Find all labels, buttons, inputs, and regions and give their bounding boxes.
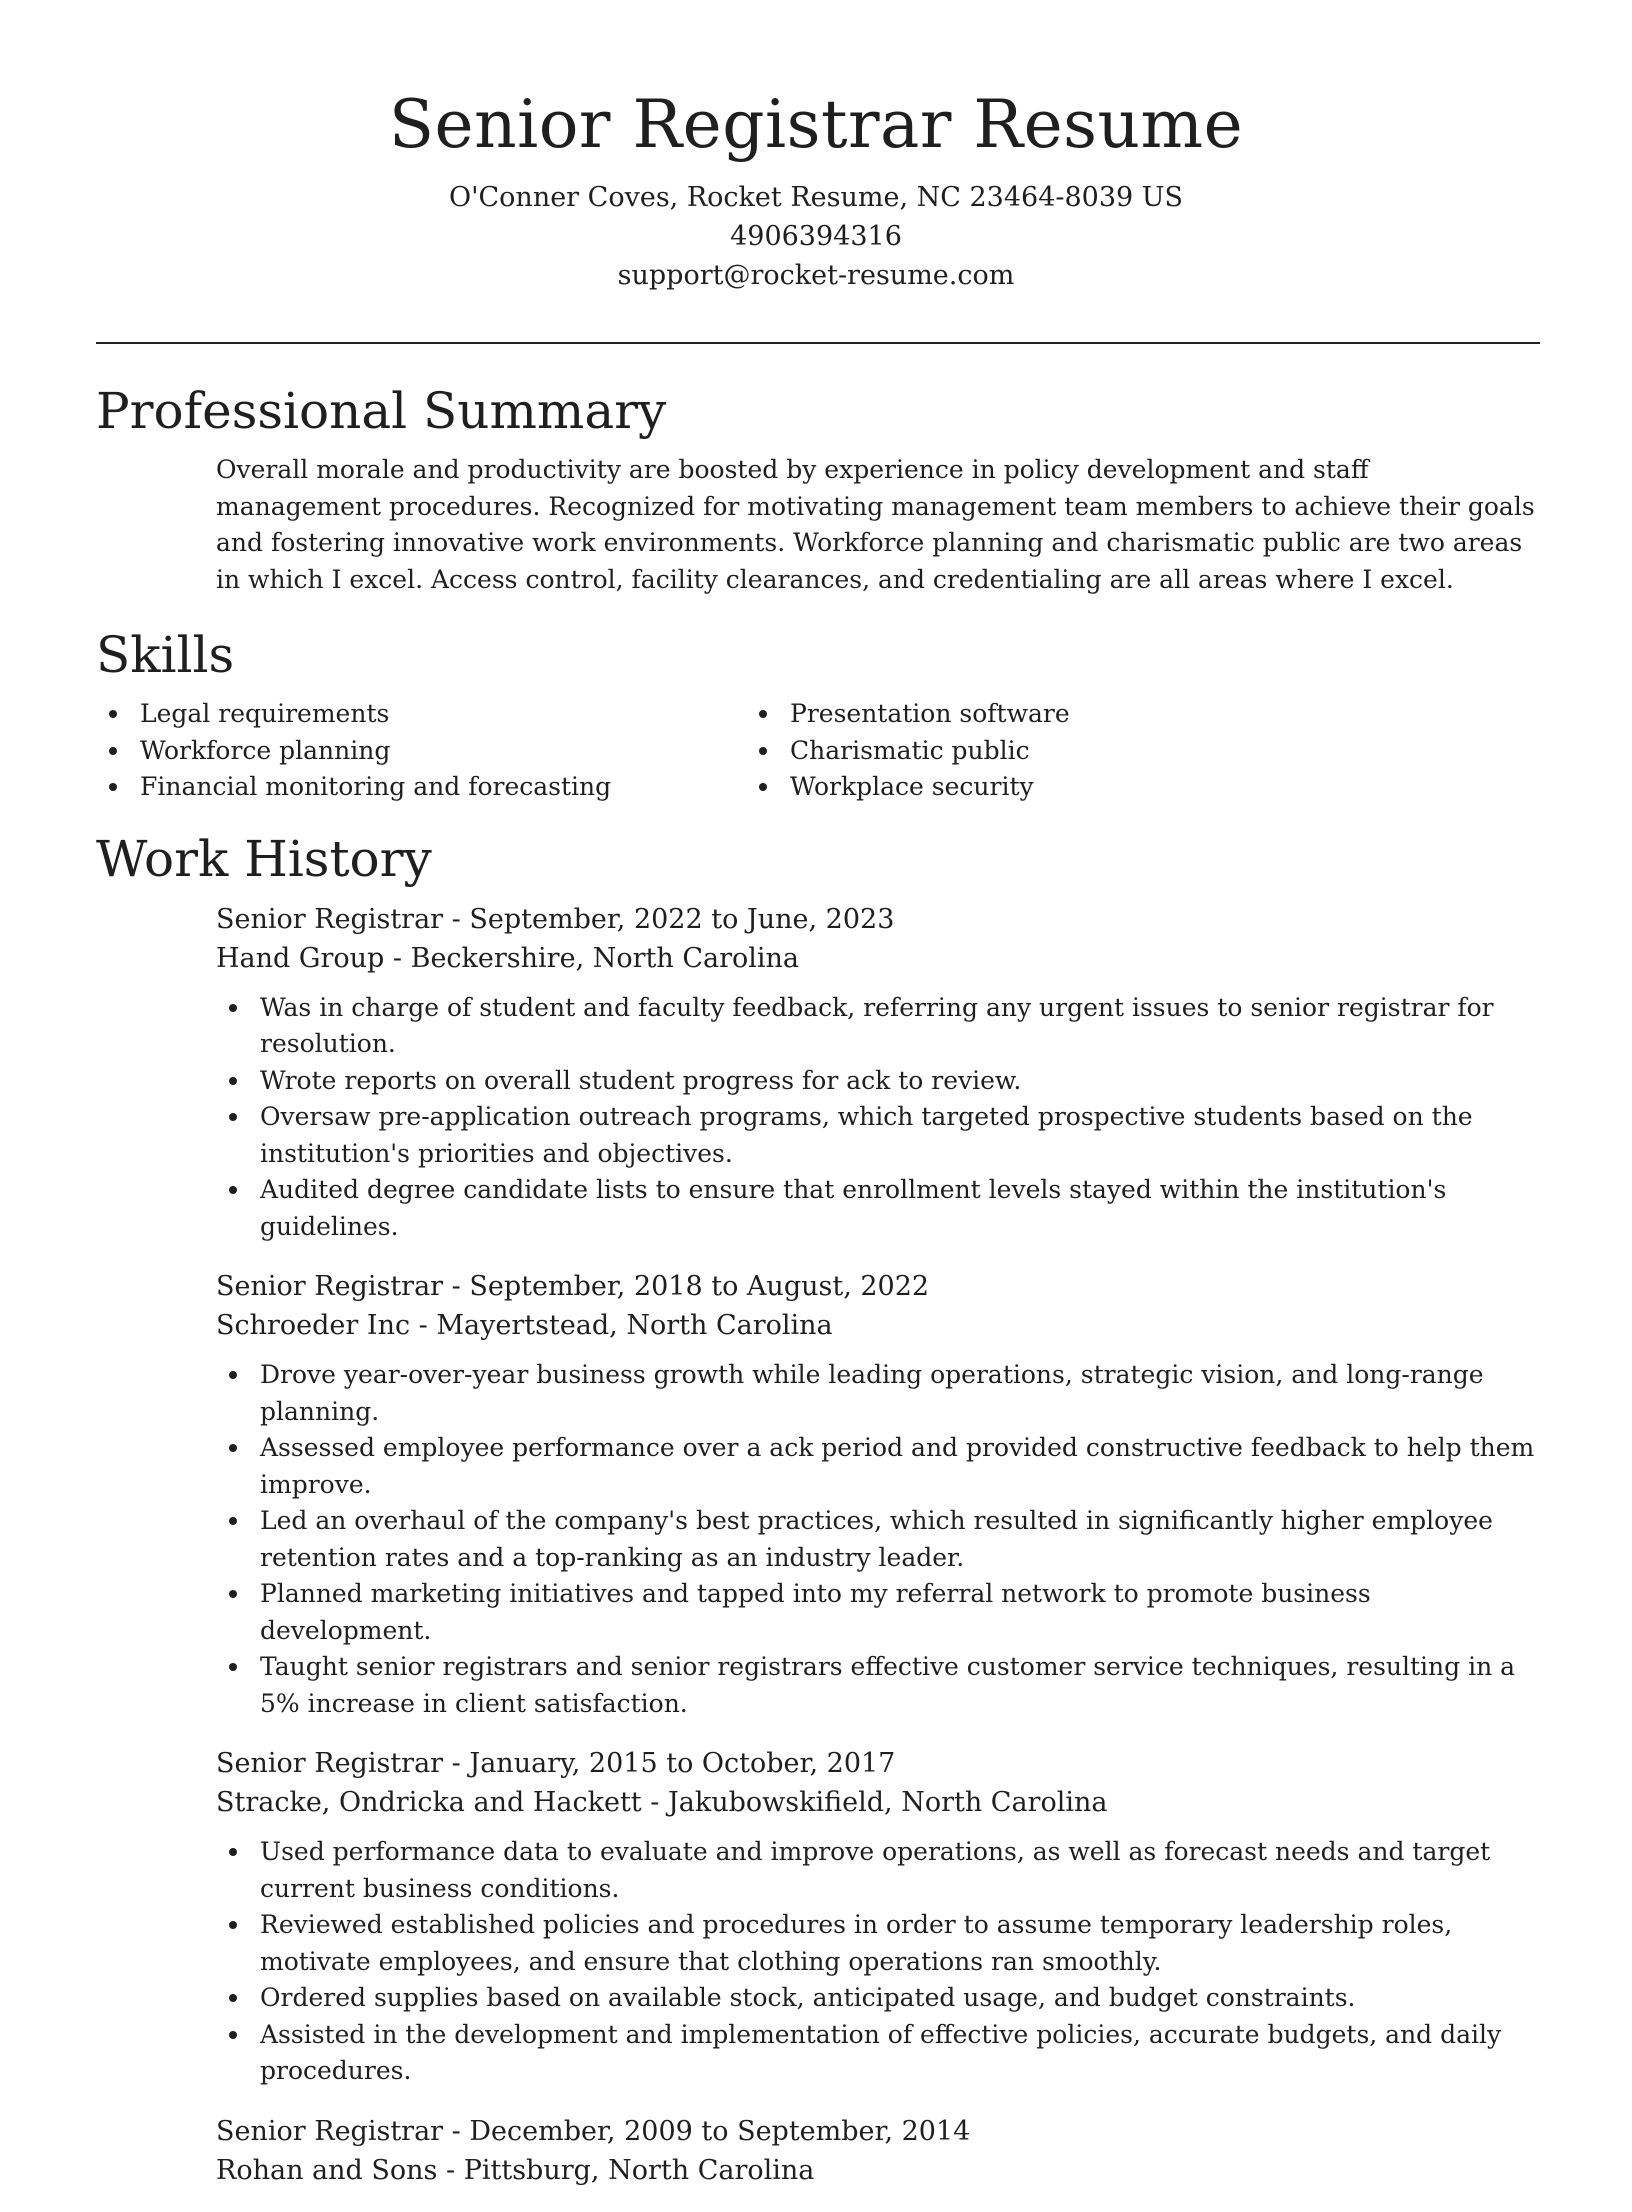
skills-column-right [746,696,1396,806]
contact-email: support@rocket-resume.com [617,260,1015,291]
work-history-heading: Work History [96,829,432,888]
job-title-line [216,1267,1540,1306]
resume-content [96,378,1540,2212]
contact-phone: 4906394316 [730,221,902,252]
job-company-line [216,2151,1540,2190]
job-title: Senior Registrar [216,2115,444,2147]
resume-title: Senior Registrar Resume [388,86,1244,163]
job-bullet: Oversaw pre-application outreach programs, which targeted prospective students based on the institution's priorities and objectives. [216,1099,1540,1172]
summary-section [216,452,1540,598]
job-title: Senior Registrar [216,1748,444,1779]
job-company: Rohan and Sons [216,2154,438,2186]
job-entry [216,1267,1540,1722]
job-title-line [216,2112,1540,2151]
skill-item: Charismatic public [746,733,1396,770]
job-bullet: Drove year-over-year business growth while leading operations, strategic vision, and long-range planning. [216,1357,1540,1430]
skills-column-left [96,696,746,806]
separator: - [443,2115,470,2147]
job-dates: December, 2009 to September, 2014 [469,2115,971,2147]
job-location: Jakubowskifield, North Carolina [667,1787,1108,1818]
job-bullets [216,1357,1540,1722]
header-divider [96,342,1540,344]
skills-heading: Skills [96,626,235,684]
work-history-section [216,900,1540,2190]
job-company: Stracke, Ondricka and Hackett [216,1787,642,1818]
job-dates: January, 2015 to October, 2017 [469,1748,896,1779]
job-title: Senior Registrar [216,1271,444,1302]
summary-heading: Professional Summary [96,382,667,440]
job-bullet: Used performance data to evaluate and improve operations, as well as forecast needs and target current business conditions. [216,1834,1540,1907]
job-bullet: Was in charge of student and faculty feedback, referring any urgent issues to senior registrar for resolution. [216,990,1540,1063]
separator: - [410,1310,437,1341]
job-location: Pittsburg, North Carolina [463,2154,815,2186]
job-bullet: Reviewed established policies and procedures in order to assume temporary leadership roles, motivate employees, and ensure that clothing operations ran smoothly. [216,1907,1540,1980]
separator: - [443,1748,470,1779]
job-bullets [216,1834,1540,2090]
separator: - [641,1787,668,1818]
job-entry [216,1744,1540,2090]
skill-item: Financial monitoring and forecasting [96,769,746,806]
job-title-line [216,900,1540,939]
job-bullet: Taught senior registrars and senior registrars effective customer service techniques, resulting in a 5% increase in client satisfaction. [216,1649,1540,1722]
separator: - [443,1271,470,1302]
resume-header [0,80,1632,295]
job-entry [216,900,1540,1246]
job-bullet: Led an overhaul of the company's best practices, which resulted in significantly higher employee retention rates and a top-ranking as an industry leader. [216,1503,1540,1576]
contact-address: O'Conner Coves, Rocket Resume, NC 23464-8039 US [448,182,1184,213]
skill-item: Legal requirements [96,696,746,733]
job-title: Senior Registrar [216,903,444,935]
job-location: Mayertstead, North Carolina [436,1310,833,1341]
skill-item: Presentation software [746,696,1396,733]
job-bullet: Planned marketing initiatives and tapped into my referral network to promote business development. [216,1576,1540,1649]
separator: - [437,2154,464,2186]
skill-item: Workforce planning [96,733,746,770]
job-bullet: Ordered supplies based on available stock, anticipated usage, and budget constraints. [216,1980,1540,2017]
job-company: Schroeder Inc [216,1310,411,1341]
job-location: Beckershire, North Carolina [410,942,800,974]
job-company-line [216,1783,1540,1822]
job-dates: September, 2022 to June, 2023 [469,903,895,935]
summary-text: Overall morale and productivity are boosted by experience in policy development and staff management procedures. Recognized for motivating management team members to achieve their goals and fostering innovative work environments. Workforce planning and charismatic public are two areas in which I excel. Access control, facility clearances, and credentialing are all areas where I excel. [216,455,1535,594]
job-bullet: Audited degree candidate lists to ensure that enrollment levels stayed within the institution's guidelines. [216,1172,1540,1245]
job-entry [216,2112,1540,2190]
job-bullets [216,990,1540,1246]
job-title-line [216,1744,1540,1783]
job-bullet: Wrote reports on overall student progress for ack to review. [216,1063,1540,1100]
skills-list [96,696,1540,806]
job-bullet: Assessed employee performance over a ack period and provided constructive feedback to help them improve. [216,1430,1540,1503]
skill-item: Workplace security [746,769,1396,806]
job-company-line [216,939,1540,978]
job-company: Hand Group [216,942,385,974]
job-bullet: Assisted in the development and implementation of effective policies, accurate budgets, and daily procedures. [216,2017,1540,2090]
job-dates: September, 2018 to August, 2022 [469,1271,930,1302]
separator: - [443,903,470,935]
job-company-line [216,1306,1540,1345]
separator: - [384,942,411,974]
